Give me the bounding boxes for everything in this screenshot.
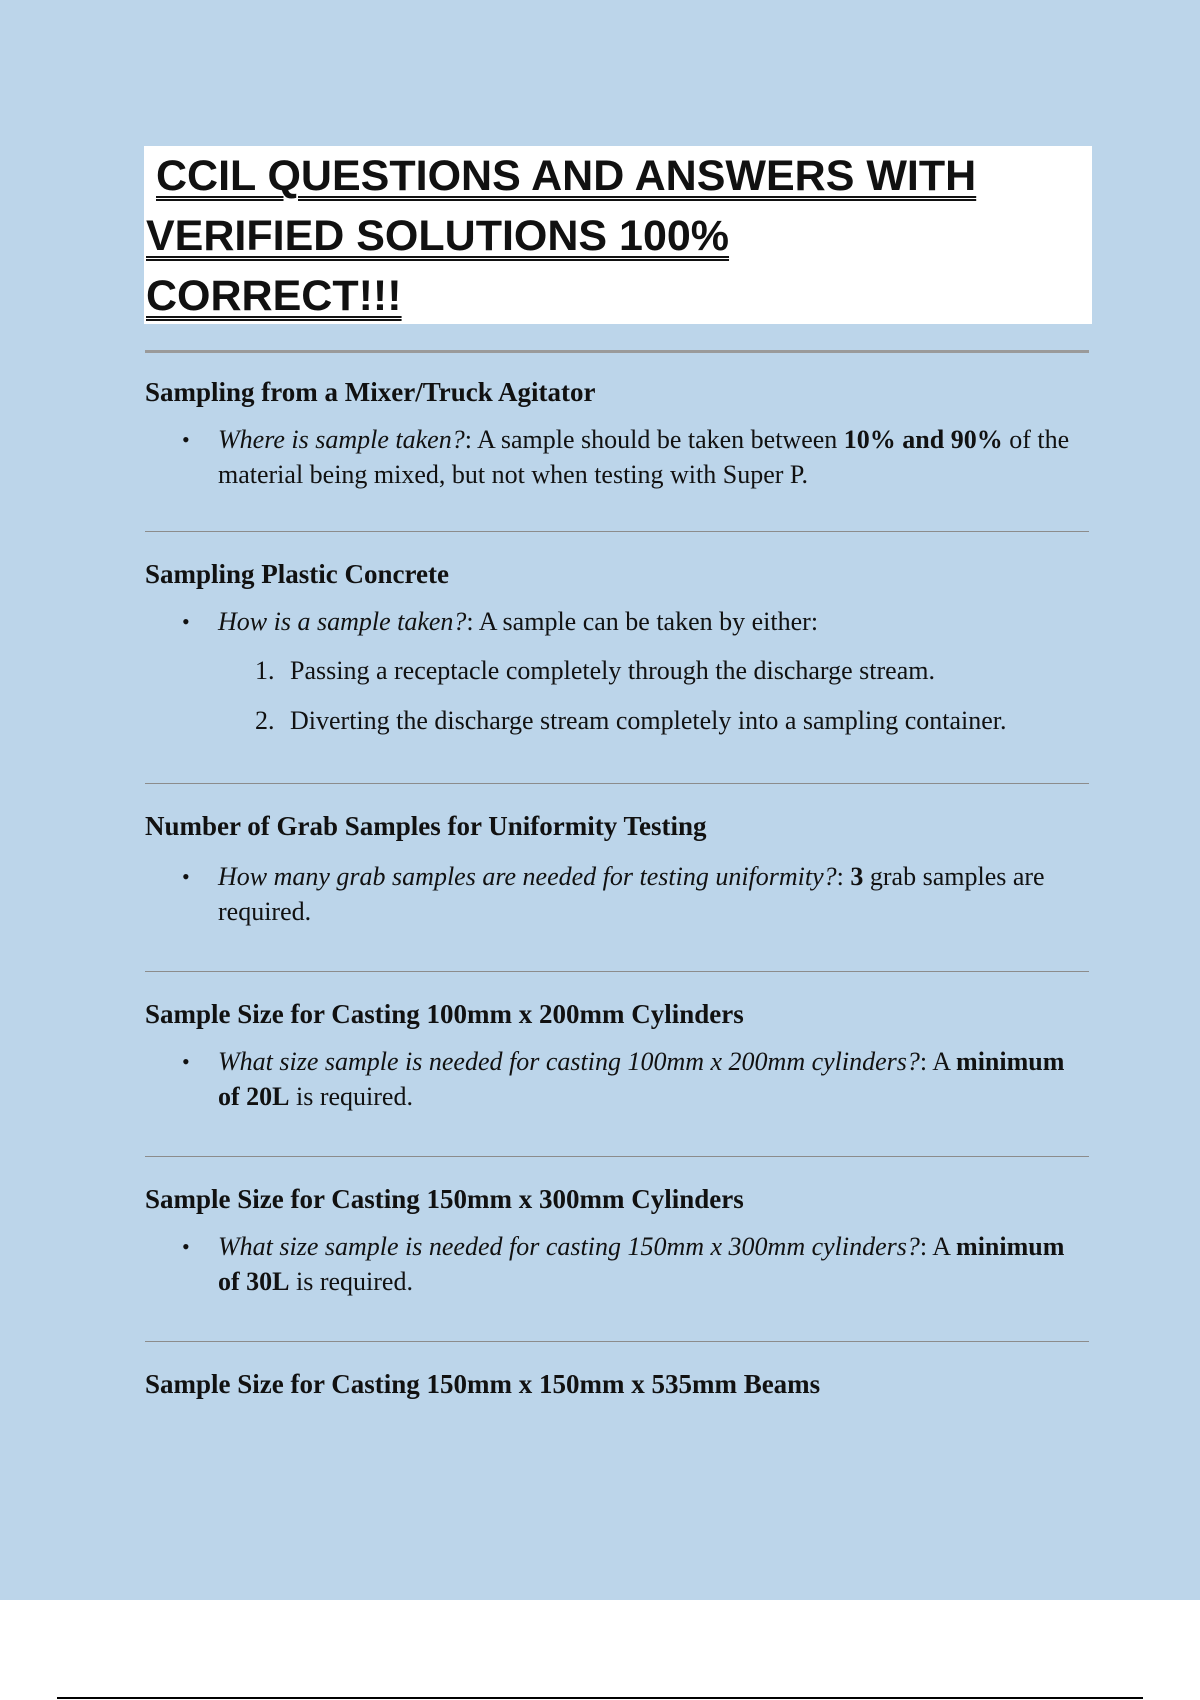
list-item	[145, 1044, 1089, 1114]
section-beams	[145, 1366, 1089, 1402]
colon: :	[464, 425, 477, 454]
title-divider	[145, 350, 1089, 353]
section-100x200-cylinders	[145, 996, 1089, 1114]
title-box	[144, 146, 1092, 324]
answer-text: A sample can be taken by either:	[478, 607, 819, 636]
question-list	[145, 422, 1089, 492]
colon: :	[466, 607, 479, 636]
section-heading: Sample Size for Casting 100mm x 200mm Cylinders	[145, 999, 744, 1029]
colon: :	[919, 1047, 933, 1076]
question-text: Where is sample taken?	[218, 425, 465, 454]
colon: :	[919, 1232, 933, 1261]
answer-text-after: is required.	[289, 1267, 413, 1296]
document-title	[146, 146, 1092, 326]
answer-text-after: of the material being mixed, but not when testing with Super P.	[218, 425, 1070, 489]
list-item	[145, 859, 1089, 929]
question-list	[145, 1044, 1089, 1114]
answer-text: A	[932, 1232, 957, 1261]
section-mixer-sampling	[145, 374, 1089, 492]
title-line-3: CORRECT!!!	[146, 272, 402, 320]
question-list	[145, 859, 1089, 929]
answer-text-after: grab samples are required.	[218, 862, 1045, 926]
section-divider	[145, 531, 1089, 532]
answer-bold: 10% and 90%	[843, 425, 1003, 454]
answer-bold: minimum of 30L	[218, 1232, 1065, 1296]
question-list	[145, 1229, 1089, 1299]
list-item	[145, 422, 1089, 492]
bullet-icon: •	[182, 427, 190, 452]
item-number: 2.	[255, 706, 275, 735]
title-line-1: CCIL QUESTIONS AND ANSWERS WITH	[156, 152, 977, 200]
section-heading: Number of Grab Samples for Uniformity Testing	[145, 811, 707, 841]
bullet-icon: •	[182, 1049, 190, 1074]
footer-rule	[57, 1697, 1143, 1699]
section-heading: Sample Size for Casting 150mm x 150mm x 535mm Beams	[145, 1369, 821, 1399]
section-divider	[145, 971, 1089, 972]
numbered-item	[145, 653, 1089, 688]
question-text: What size sample is needed for casting 150mm x 300mm cylinders?	[218, 1232, 920, 1261]
item-number: 1.	[255, 656, 275, 685]
bullet-icon: •	[182, 864, 190, 889]
question-text: What size sample is needed for casting 100mm x 200mm cylinders?	[218, 1047, 920, 1076]
item-text: Passing a receptacle completely through the discharge stream.	[290, 656, 935, 685]
section-150x300-cylinders	[145, 1181, 1089, 1299]
answer-bold: 3	[850, 862, 864, 891]
item-text: Diverting the discharge stream completely into a sampling container.	[290, 706, 1007, 735]
colon: :	[836, 862, 851, 891]
list-item	[145, 1229, 1089, 1299]
answer-text: A sample should be taken between	[477, 425, 844, 454]
answer-text: A	[932, 1047, 957, 1076]
section-divider	[145, 783, 1089, 784]
question-text: How is a sample taken?	[218, 607, 467, 636]
section-divider	[145, 1341, 1089, 1342]
list-item	[145, 604, 1089, 639]
section-plastic-concrete	[145, 556, 1089, 738]
section-heading: Sample Size for Casting 150mm x 300mm Cylinders	[145, 1184, 744, 1214]
question-text: How many grab samples are needed for testing uniformity?	[218, 862, 837, 891]
bullet-icon: •	[182, 1234, 190, 1259]
answer-bold: minimum of 20L	[218, 1047, 1065, 1111]
bullet-icon: •	[182, 609, 190, 634]
title-line-2: VERIFIED SOLUTIONS 100%	[146, 212, 730, 260]
section-divider	[145, 1156, 1089, 1157]
numbered-list	[145, 653, 1089, 738]
document-content	[145, 374, 1089, 1414]
section-heading: Sampling Plastic Concrete	[145, 559, 449, 589]
answer-text-after: is required.	[289, 1082, 413, 1111]
section-heading: Sampling from a Mixer/Truck Agitator	[145, 377, 596, 407]
section-grab-samples	[145, 808, 1089, 929]
numbered-item	[145, 703, 1089, 738]
question-list	[145, 604, 1089, 639]
